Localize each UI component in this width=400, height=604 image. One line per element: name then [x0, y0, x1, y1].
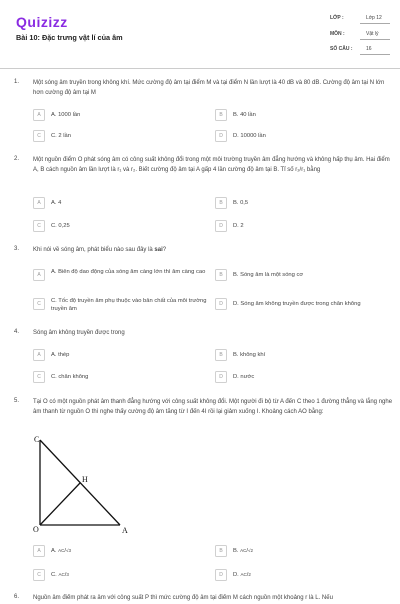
option-prefix: D.	[233, 571, 239, 578]
question-text-emphasis: sai	[154, 247, 163, 253]
option-letter-box: B	[215, 545, 227, 557]
option-text: C. Tốc độ truyền âm phụ thuộc vào bản chất của môi trường truyền âm	[51, 298, 207, 312]
worksheet-header	[0, 0, 400, 68]
question-number: 3.	[14, 246, 20, 252]
question-text-pre: Khi nói về sóng âm, phát biểu nào sau đây là	[33, 247, 155, 253]
question-number: 5.	[14, 398, 20, 404]
fraction-denominator: √3	[66, 547, 71, 553]
header-divider	[0, 68, 400, 69]
option-prefix: A.	[51, 547, 57, 554]
lesson-title: Bài 10: Đặc trưng vật lí của âm	[16, 33, 123, 42]
meta-underline	[360, 54, 390, 55]
count-value: 16	[366, 46, 372, 52]
option-letter-box: B	[215, 197, 227, 209]
option-prefix: C.	[51, 571, 57, 578]
question-text-post: ?	[162, 247, 167, 253]
option-text: B. không khí	[233, 351, 266, 358]
option-text: B. 0,5	[233, 199, 249, 206]
fraction-denominator: 2	[248, 571, 251, 577]
quizizz-logo: Quizizz	[16, 14, 68, 30]
subject-label: MÔN :	[330, 31, 345, 37]
question-text	[33, 246, 393, 256]
option-letter-box: B	[215, 109, 227, 121]
subject-value: Vật lý	[366, 31, 379, 37]
option-text: A. AC/√3	[51, 547, 71, 554]
question-number: 2.	[14, 156, 20, 162]
option-letter-box: D	[215, 569, 227, 581]
option-text: D. 10000 lần	[233, 132, 266, 139]
question-number: 1.	[14, 79, 20, 85]
question-text: Nguồn âm điểm phát ra âm với công suất P thì mức cường độ âm tại điểm M cách nguồn một khoảng r là L. Nếu	[33, 595, 333, 601]
class-label: LỚP :	[330, 15, 344, 21]
option-prefix: B.	[233, 547, 239, 554]
option-letter-box: C	[33, 569, 45, 581]
fraction-numerator: AC	[58, 571, 65, 577]
question-text: Một nguồn điểm O phát sóng âm có công suất không đổi trong một môi trường truyền âm đẳng hướng và không hấp thụ âm. Hai điểm A, B cách nguồn âm lần lượt là r₁ và r₂. Biết cường độ âm tại A gấp 4 lần cường độ âm tại B. Tỉ số r₂/r₁ bằng	[33, 157, 390, 173]
triangle-figure	[30, 432, 140, 537]
option-letter-box: C	[33, 298, 45, 310]
option-text: A. 4	[51, 199, 62, 206]
count-label: SỐ CÂU :	[330, 46, 353, 52]
option-text: D. nước	[233, 373, 255, 380]
option-text: D. AC/2	[233, 571, 251, 578]
option-text: B. Sóng âm là một sóng cơ	[233, 271, 304, 278]
option-letter-box: A	[33, 545, 45, 557]
question-text: Một sóng âm truyền trong không khí. Mức cường độ âm tại điểm M và tại điểm N lần lượt là 40 dB và 80 dB. Cường độ âm tại N lớn hơn cường độ âm tại M	[33, 80, 385, 96]
option-text: C. 2 lần	[51, 132, 71, 139]
fraction-denominator: √2	[248, 547, 253, 553]
label-a: A	[122, 526, 128, 535]
option-text: C. chân không	[51, 373, 89, 380]
meta-underline	[360, 39, 390, 40]
option-letter-box: C	[33, 130, 45, 142]
fraction-numerator: AC	[240, 571, 247, 577]
option-text: B. 40 lần	[233, 111, 256, 118]
option-letter-box: D	[215, 298, 227, 310]
option-letter-box: A	[33, 197, 45, 209]
option-letter-box: A	[33, 269, 45, 281]
fraction-numerator: AC	[240, 547, 247, 553]
question-number: 4.	[14, 329, 20, 335]
meta-underline	[360, 23, 390, 24]
option-text: A. thép	[51, 351, 70, 358]
question-text: Sóng âm không truyền được trong	[33, 330, 125, 336]
option-text: C. 0,25	[51, 222, 70, 229]
option-letter-box: D	[215, 220, 227, 232]
fraction-numerator: AC	[58, 547, 65, 553]
label-h: H	[82, 475, 88, 484]
option-letter-box: B	[215, 269, 227, 281]
option-text: C. AC/3	[51, 571, 69, 578]
question-number: 6.	[14, 594, 20, 600]
question-text: Tại O có một nguồn phát âm thanh đẳng hướng với công suất không đổi. Một người đi bộ từ A đến C theo 1 đường thẳng và lắng nghe âm thanh từ nguồn O thì nghe thấy cường độ âm tăng từ I đến 4I rồi lại giảm xuống I. Khoảng cách AO bằng:	[33, 399, 393, 415]
option-letter-box: A	[33, 109, 45, 121]
option-letter-box: D	[215, 371, 227, 383]
option-text: D. Sóng âm không truyền được trong chân không	[233, 300, 361, 307]
option-text: D. 2	[233, 222, 244, 229]
option-letter-box: C	[33, 371, 45, 383]
option-text: A. 1000 lần	[51, 111, 81, 118]
label-c: C	[34, 435, 40, 444]
option-text: A. Biên độ dao động của sóng âm càng lớn thì âm càng cao	[51, 269, 206, 275]
option-letter-box: C	[33, 220, 45, 232]
class-value: Lớp 12	[366, 15, 382, 21]
option-letter-box: B	[215, 349, 227, 361]
fraction-denominator: 3	[66, 571, 69, 577]
option-letter-box: A	[33, 349, 45, 361]
option-text: B. AC/√2	[233, 547, 253, 554]
option-letter-box: D	[215, 130, 227, 142]
segment-oh	[40, 483, 80, 525]
label-o: O	[33, 525, 39, 534]
